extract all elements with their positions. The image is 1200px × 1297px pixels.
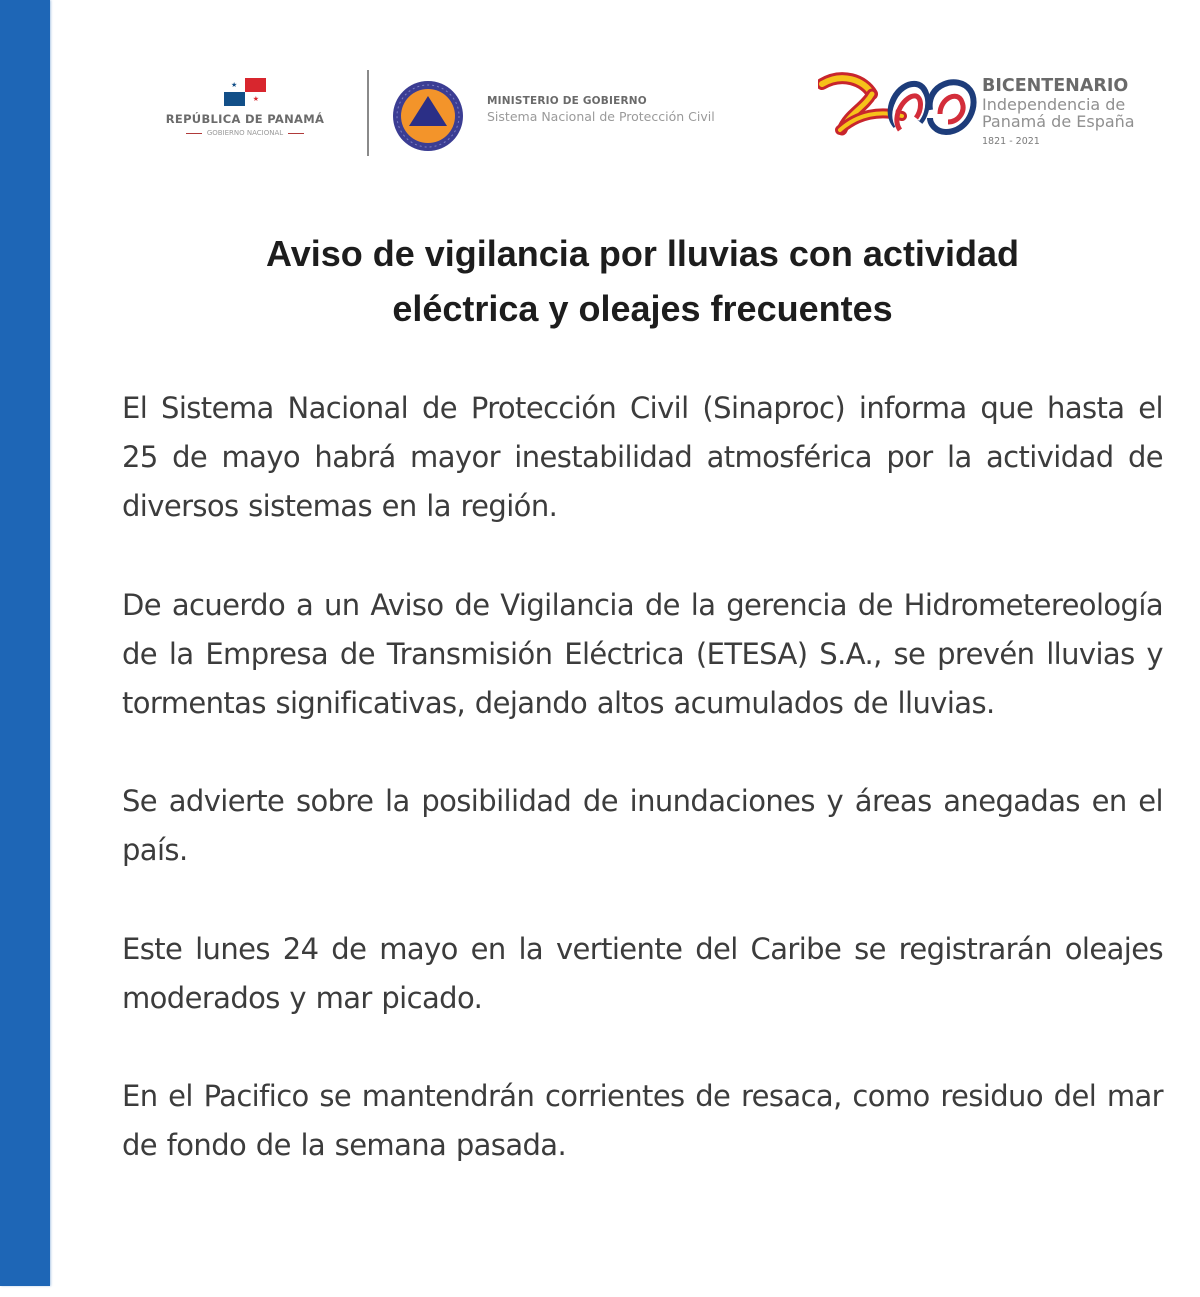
- panama-logo-title: REPÚBLICA DE PANAMÁ: [165, 112, 325, 126]
- notice-title: [120, 226, 1165, 336]
- blue-side-bar: [0, 0, 50, 1286]
- paragraph-etesa-aviso: De acuerdo a un Aviso de Vigilancia de la gerencia de Hidrometereología de la Empresa de Transmisión Eléctrica (ETESA) S.A., se prevén lluvias y tormentas significativas, dejando altos acumulados de lluvias.: [122, 587, 1163, 721]
- bicentenario-logo: [982, 76, 1135, 147]
- bicentenario-ribbon-icon: [818, 70, 978, 142]
- republica-panama-logo: [145, 78, 345, 150]
- panama-flag-icon: ★ ★: [224, 78, 266, 106]
- paragraph-pacifico-resaca: En el Pacifico se mantendrán corrientes de resaca, como residuo del mar de fondo de la semana pasada.: [122, 1079, 1163, 1163]
- ministry-subtitle: Sistema Nacional de Protección Civil: [487, 109, 715, 124]
- notice-body: [122, 384, 1163, 1170]
- bicentenario-line-1: Independencia de: [982, 95, 1126, 114]
- paragraph-sinaproc-informa: El Sistema Nacional de Protección Civil (Sinaproc) informa que hasta el 25 de mayo habrá mayor inestabilidad atmosférica por la actividad de diversos sistemas en la región.: [122, 391, 1163, 524]
- civil-protection-emblem-icon: [392, 80, 464, 152]
- notice-title-line-2: eléctrica y oleajes frecuentes: [392, 288, 893, 329]
- bicentenario-title: BICENTENARIO: [982, 76, 1129, 96]
- logo-divider: [367, 70, 369, 156]
- bicentenario-line-2: Panamá de España: [982, 112, 1135, 131]
- bicentenario-years: 1821 - 2021: [982, 136, 1040, 147]
- panama-logo-subtitle: [145, 129, 345, 137]
- ministry-title: MINISTERIO DE GOBIERNO: [487, 95, 647, 107]
- notice-title-line-1: Aviso de vigilancia por lluvias con actividad: [266, 233, 1019, 274]
- paragraph-inundaciones: Se advierte sobre la posibilidad de inundaciones y áreas anegadas en el país.: [122, 784, 1163, 868]
- ministry-logo: [487, 95, 715, 124]
- logo-header: [0, 0, 1200, 180]
- paragraph-caribe-oleajes: Este lunes 24 de mayo en la vertiente del Caribe se registrarán oleajes moderados y mar picado.: [122, 931, 1163, 1015]
- panama-logo-subtitle-text: GOBIERNO NACIONAL: [206, 129, 284, 137]
